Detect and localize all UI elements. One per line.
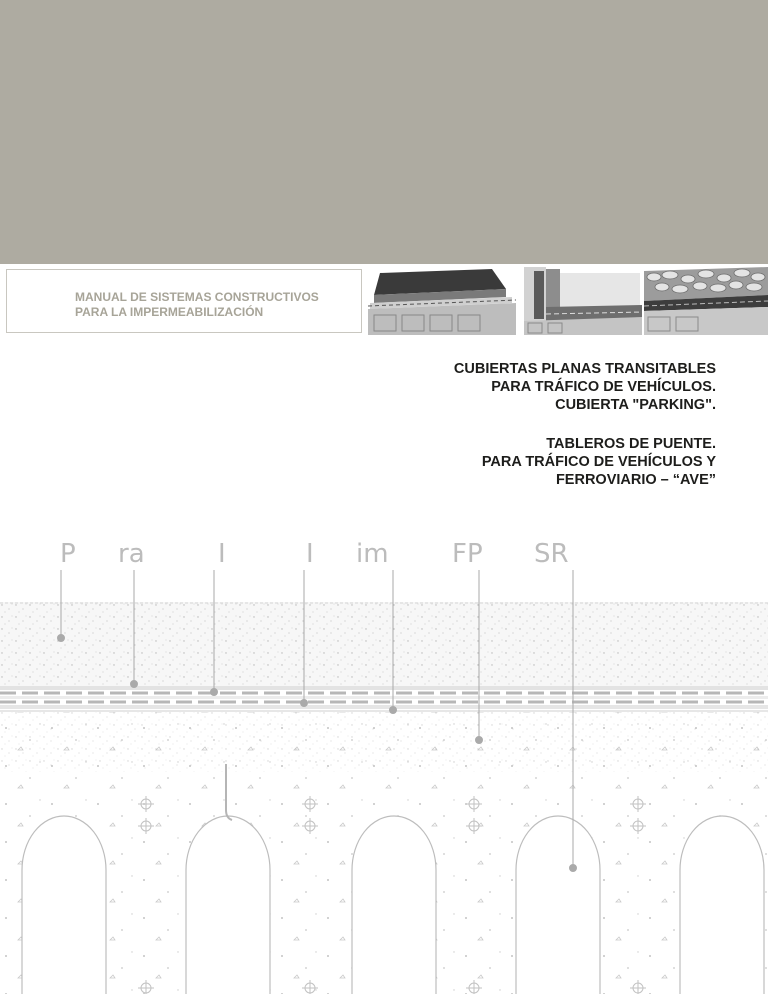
cover-headings: [454, 360, 716, 510]
heading-2-line-3: FERROVIARIO – “AVE”: [555, 472, 716, 488]
layer-label-i-2: I: [306, 539, 314, 569]
layer-label-im: im: [356, 539, 389, 569]
layer-label-sr: SR: [534, 539, 569, 569]
bridge-deck-section-diagram: [0, 530, 768, 994]
heading-1-line-2: PARA TRÁFICO DE VEHÍCULOS.: [491, 379, 716, 395]
heading-2-line-2: PARA TRÁFICO DE VEHÍCULOS Y: [481, 454, 716, 470]
thumbnail-roof-section-2: [520, 267, 642, 335]
layer-labels: [60, 539, 569, 569]
thumbnail-roof-section-1: [366, 267, 518, 335]
manual-title-line-1: MANUAL DE SISTEMAS CONSTRUCTIVOS: [75, 290, 319, 304]
manual-title-line-2: PARA LA IMPERMEABILIZACIÓN: [75, 305, 264, 319]
top-color-band: [0, 0, 768, 264]
membrane-layers: [0, 686, 768, 711]
layer-label-p: P: [60, 539, 76, 569]
heading-1-line-3: CUBIERTA "PARKING".: [555, 397, 716, 413]
thumbnail-roof-section-3: [644, 267, 768, 335]
heading-2-line-1: TABLEROS DE PUENTE.: [546, 436, 716, 452]
manual-title: [75, 290, 319, 320]
heading-bridge-decks: [454, 435, 716, 489]
layer-label-i-1: I: [218, 539, 226, 569]
layer-label-fp: FP: [452, 539, 483, 569]
layer-label-ra: ra: [118, 539, 145, 569]
heading-parking-roofs: [454, 360, 716, 414]
heading-1-line-1: CUBIERTAS PLANAS TRANSITABLES: [453, 361, 716, 377]
manual-title-box: [6, 269, 362, 333]
